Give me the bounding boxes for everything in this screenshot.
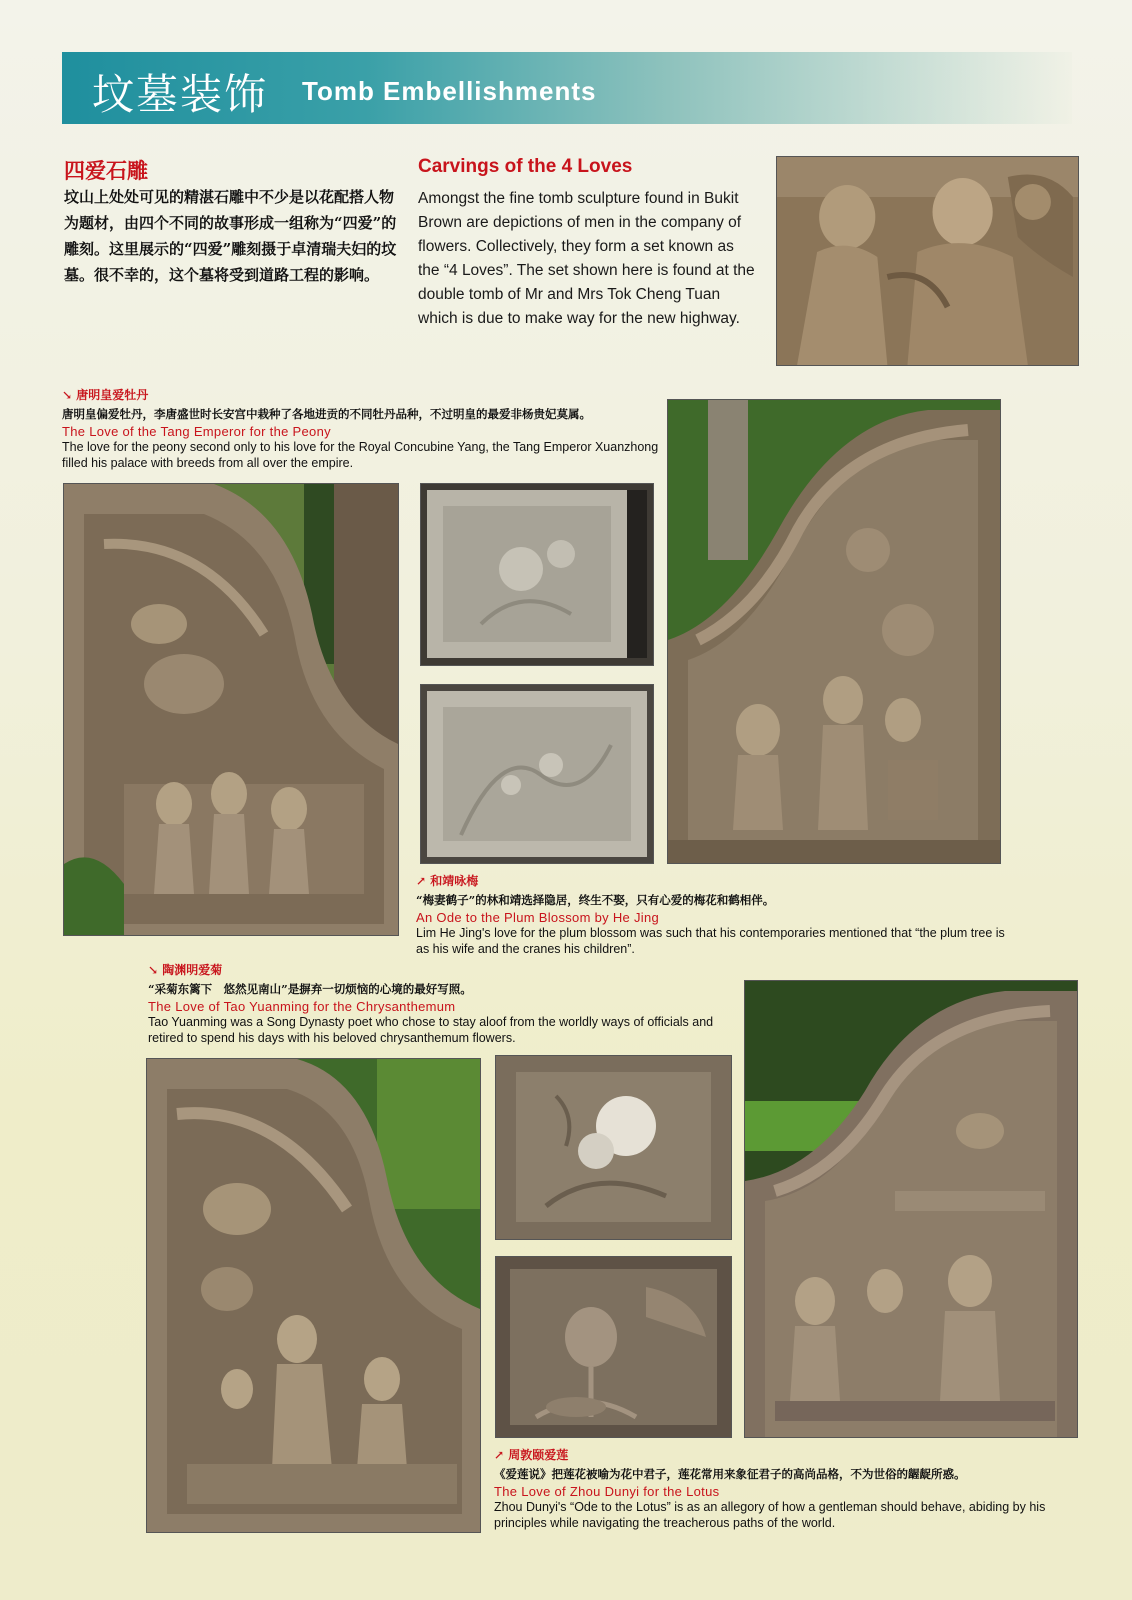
- chrysanthemum-square-carving-photo: [495, 1055, 732, 1240]
- title-banner: [62, 52, 1072, 124]
- caption-title-zh: 陶渊明爱菊: [162, 963, 223, 977]
- caption-title-en: An Ode to the Plum Blossom by He Jing: [416, 910, 660, 925]
- caption-body-zh: “梅妻鹤子”的林和靖选择隐居，终生不娶，只有心爱的梅花和鹤相伴。: [416, 893, 775, 907]
- intro-body-en: Amongst the fine tomb sculpture found in Bukit Brown are depictions of men in the company of flowers. Collectively, they form a set known as the “4 Loves”. The set shown here is found at the double tomb of Mr and Mrs Tok Cheng Tuan which is due to make way for the new highway.: [418, 190, 755, 327]
- caption-title-en: The Love of the Tang Emperor for the Peony: [62, 424, 331, 439]
- caption-chrysanthemum: [148, 961, 738, 1046]
- caption-title-en: The Love of Tao Yuanming for the Chrysanthemum: [148, 999, 456, 1014]
- caption-peony: [62, 386, 682, 471]
- caption-body-zh: 《爱莲说》把莲花被喻为花中君子，莲花常用来象征君子的高尚品格，不为世俗的龌龊所惑。: [494, 1467, 966, 1481]
- caption-body-zh: “采菊东篱下 悠然见南山”是摒弃一切烦恼的心境的最好写照。: [148, 982, 472, 996]
- arrow-up-right-icon: ↗: [416, 874, 427, 888]
- intro-heading-en: Carvings of the 4 Loves: [418, 156, 633, 177]
- caption-body-en: Zhou Dunyi's “Ode to the Lotus” is as an allegory of how a gentleman should behave, abiding by his principles while navigating the treacherous paths of the world.: [494, 1500, 1046, 1530]
- caption-title-zh: 周敦颐爱莲: [508, 1448, 569, 1462]
- peony-panel-photo: [63, 483, 399, 936]
- caption-plum: [416, 872, 1016, 957]
- intro-body-zh: 坟山上处处可见的精湛石雕中不少是以花配搭人物为题材，由四个不同的故事形成一组称为“四爱”的雕刻。这里展示的“四爱”雕刻摄于卓清瑞夫妇的坟墓。很不幸的，这个墓将受到道路工程的影响。: [64, 188, 397, 284]
- lotus-panel-photo: [744, 980, 1078, 1438]
- plum-panel-photo: [667, 399, 1001, 864]
- arrow-down-right-icon: ↘: [62, 388, 73, 402]
- page-title-en: Tomb Embellishments: [302, 76, 597, 106]
- lotus-square-carving-photo: [495, 1256, 732, 1438]
- peony-square-carving-photo: [420, 483, 654, 666]
- caption-title-zh: 唐明皇爱牡丹: [76, 388, 149, 402]
- chrysanthemum-panel-photo: [146, 1058, 481, 1533]
- caption-body-en: Lim He Jing's love for the plum blossom was such that his contemporaries mentioned that “the plum tree is as his wife and the cranes his children”.: [416, 926, 1005, 956]
- caption-title-zh: 和靖咏梅: [430, 874, 479, 888]
- peony-square-carving-photo-2: [420, 684, 654, 864]
- caption-title-en: The Love of Zhou Dunyi for the Lotus: [494, 1484, 720, 1499]
- caption-body-zh: 唐明皇偏爱牡丹，李唐盛世时长安宫中栽种了各地进贡的不同牡丹品种，不过明皇的最爱非杨贵妃莫属。: [62, 407, 591, 421]
- caption-body-en: The love for the peony second only to his love for the Royal Concubine Yang, the Tang Emperor Xuanzhong filled his palace with breeds from all over the empire.: [62, 440, 659, 470]
- arrow-up-right-icon: ↗: [494, 1448, 505, 1462]
- page-title-zh: 坟墓装饰: [92, 70, 269, 119]
- carving-closeup-photo: [776, 156, 1079, 366]
- caption-lotus: [494, 1446, 1094, 1531]
- intro-heading-zh: 四爱石雕: [64, 158, 148, 183]
- arrow-down-right-icon: ↘: [148, 963, 159, 977]
- caption-body-en: Tao Yuanming was a Song Dynasty poet who chose to stay aloof from the worldly ways of officials and retired to spend his days with his beloved chrysanthemum flowers.: [148, 1015, 714, 1045]
